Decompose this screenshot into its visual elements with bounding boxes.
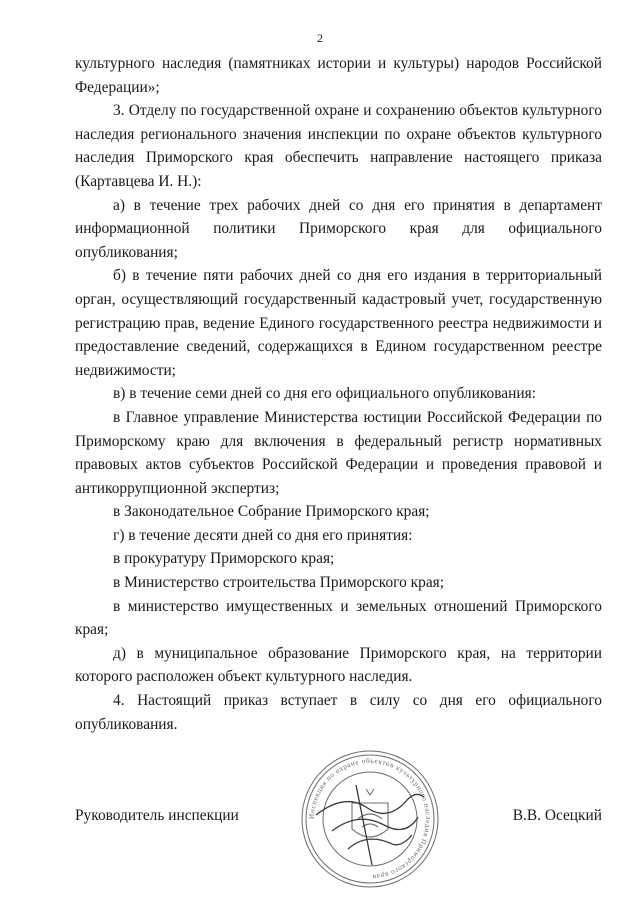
paragraph-subitem-v: в) в течение семи дней со дня его официального опубликования:	[113, 385, 536, 403]
paragraph-ministry-construction: в Министерство строительства Приморского края;	[113, 574, 445, 592]
svg-text:Инспекция по охране объектов к	[308, 757, 432, 881]
page-number: 2	[317, 31, 323, 45]
paragraph-subitem-g: г) в течение десяти дней со дня его принятия:	[113, 526, 413, 544]
paragraph-prosecutor: в прокуратуру Приморского края;	[113, 550, 335, 568]
paragraph-item-3: 3. Отделу по государственной охране и сохранению объектов культурного наследия регионального значения инспекции по охране объектов культурного наследия Приморского края обеспечить направление настоящего приказа (Картавцева И. Н.):	[75, 102, 602, 190]
signatory-name: В.В. Осецкий	[512, 807, 602, 824]
document-body	[75, 52, 602, 736]
paragraph-ministry-property: в министерство имущественных и земельных отношений Приморского края;	[75, 597, 602, 639]
paragraph-subitem-a: а) в течение трех рабочих дней со дня его принятия в департамент информационной политики Приморского края для официального опубликования;	[75, 196, 602, 261]
official-seal	[296, 745, 444, 893]
paragraph-subitem-d: д) в муниципальное образование Приморского края, на территории которого расположен объект культурного наследия.	[75, 644, 602, 686]
paragraph-subitem-b: б) в течение пяти рабочих дней со дня его издания в территориальный орган, осуществляющий государственный кадастровый учет, государственную регистрацию прав, ведение Единого государственного реестра недвижимости и предоставление сведений, содержащихся в Едином государственном реестре недвижимости;	[75, 267, 602, 379]
paragraph-ministry-justice: в Главное управление Министерства юстиции Российской Федерации по Приморскому краю для включения в федеральный регистр нормативных правовых актов субъектов Российской Федерации и проведения правовой и антикоррупционной экспертиз;	[75, 408, 602, 497]
seal-text: Инспекция по охране объектов культурного наследия Приморского края	[307, 756, 433, 881]
signature-scribble	[316, 785, 424, 865]
paragraph-item-4: 4. Настоящий приказ вступает в силу со дня его официального опубликования.	[75, 692, 602, 733]
signatory-position: Руководитель инспекции	[75, 807, 239, 824]
paragraph-legislative-assembly: в Законодательное Собрание Приморского края;	[113, 503, 430, 521]
paragraph-continuation: культурного наследия (памятниках истории и культуры) народов Российской Федерации»;	[75, 55, 602, 96]
